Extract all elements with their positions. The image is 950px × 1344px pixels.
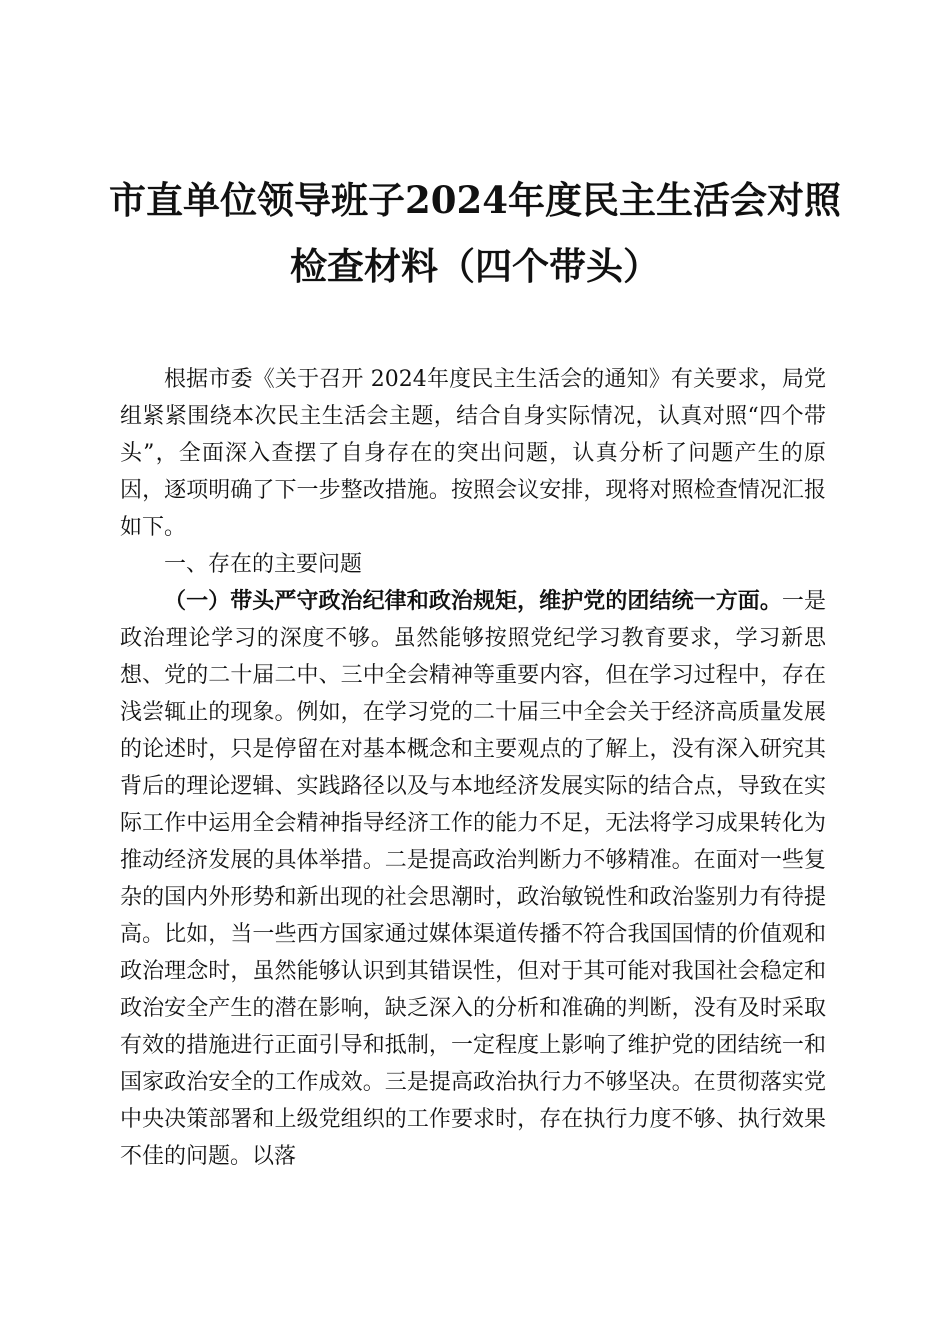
document-title-line-2: 检查材料（四个带头） xyxy=(290,244,660,288)
document-title-line-1: 市直单位领导班子2024年度民主生活会对照 xyxy=(109,178,841,222)
subsection-heading-1: （一）带头严守政治纪律和政治规矩，维护党的团结统一方面。 xyxy=(164,588,782,614)
section-heading-1: 一、存在的主要问题 xyxy=(164,552,363,577)
document-body xyxy=(120,361,826,1175)
subsection-paragraph-1 xyxy=(120,583,826,1175)
subsection-body-1: 一是政治理论学习的深度不够。虽然能够按照党纪学习教育要求，学习新思想、党的二十届二中、三中全会精神等重要内容，但在学习过程中，存在浅尝辄止的现象。例如，在学习党的二十届三中全会关于经济高质量发展的论述时，只是停留在对基本概念和主要观点的了解上，没有深入研究其背后的理论逻辑、实践路径以及与本地经济发展实际的结合点，导致在实际工作中运用全会精神指导经济工作的能力不足，无法将学习成果转化为推动经济发展的具体举措。二是提高政治判断力不够精准。在面对一些复杂的国内外形势和新出现的社会思潮时，政治敏锐性和政治鉴别力有待提高。比如，当一些西方国家通过媒体渠道传播不符合我国国情的价值观和政治理念时，虽然能够认识到其错误性，但对于其可能对我国社会稳定和政治安全产生的潜在影响，缺乏深入的分析和准确的判断，没有及时采取有效的措施进行正面引导和抵制，一定程度上影响了维护党的团结统一和国家政治安全的工作成效。三是提高政治执行力不够坚决。在贯彻落实党中央决策部署和上级党组织的工作要求时，存在执行力度不够、执行效果不佳的问题。以落 xyxy=(120,589,826,1169)
intro-paragraph: 根据市委《关于召开 2024年度民主生活会的通知》有关要求，局党组紧紧围绕本次民主生活会主题，结合自身实际情况，认真对照“四个带头”，全面深入查摆了自身存在的突出问题，认真分析了问题产生的原因，逐项明确了下一步整改措施。按照会议安排，现将对照检查情况汇报如下。 xyxy=(120,367,826,540)
